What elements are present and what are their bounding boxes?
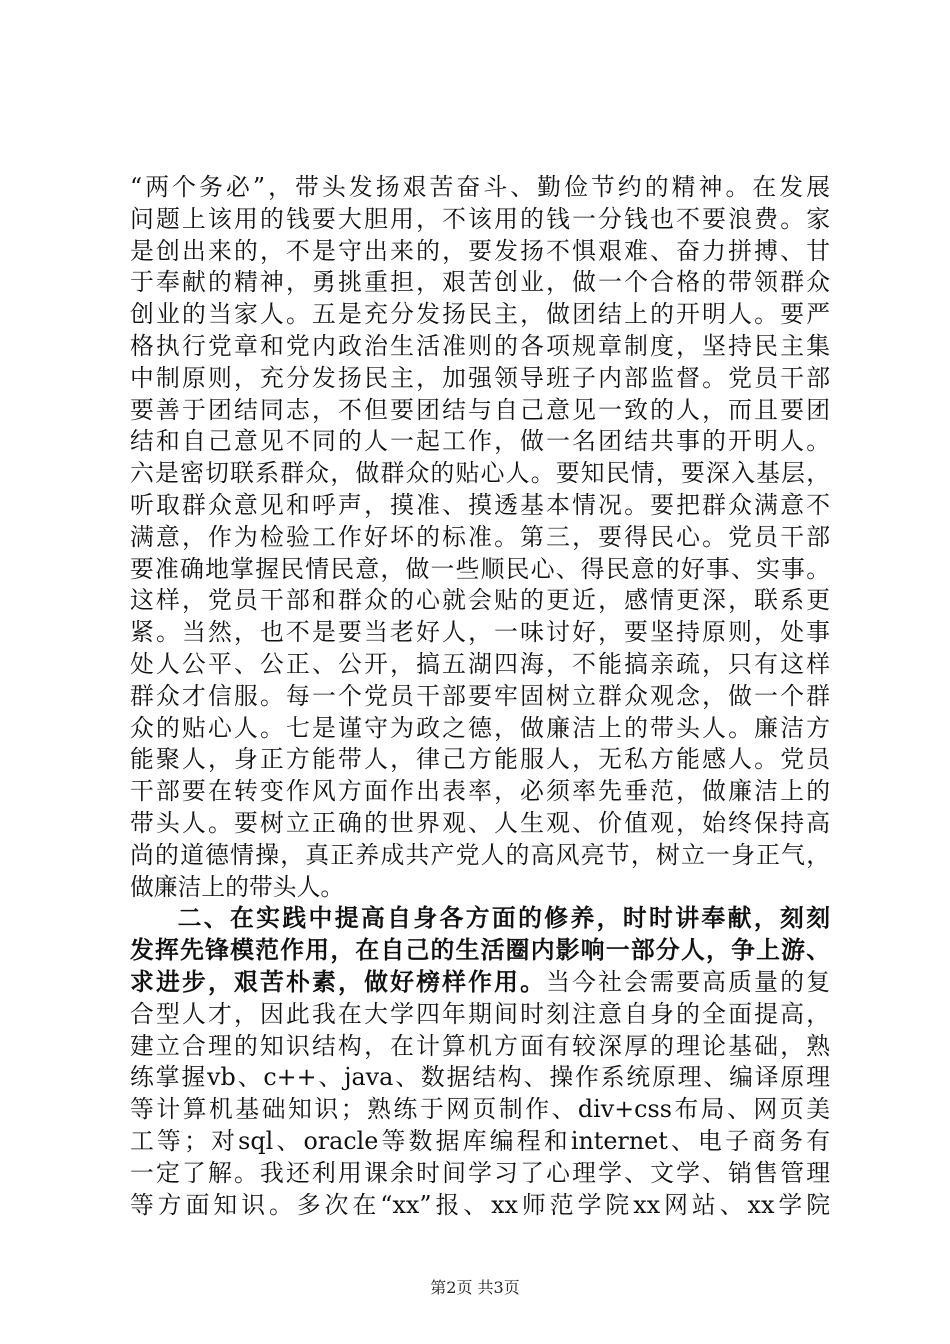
section-two-line: 等计算机基础知识；熟练于网页制作、div+css布局、网页美 [130,1095,830,1124]
body-line: 结和自己意见不同的人一起工作，做一名团结共事的开明人。 [130,427,830,456]
body-line: 能聚人，身正方能带人，律己方能服人，无私方能感人。党员 [130,745,830,774]
page-number-footer: 第2页 共3页 [430,1278,520,1297]
body-line: 带头人。要树立正确的世界观、人生观、价值观，始终保持高 [130,808,830,837]
body-line: 创业的当家人。五是充分发扬民主，做团结上的开明人。要严 [130,300,830,329]
body-line: “两个务必”，带头发扬艰苦奋斗、勤俭节约的精神。在发展 [130,173,830,201]
body-line: 众的贴心人。七是谨守为政之德，做廉洁上的带头人。廉洁方 [130,713,830,742]
body-line: 做廉洁上的带头人。 [130,872,345,901]
body-line: 干部要在转变作风方面作出表率，必须率先垂范，做廉洁上的 [130,777,830,806]
section-two-heading: 二、在实践中提高自身各方面的修养，时时讲奉献，刻刻 [177,904,830,933]
section-two-line: 工等；对sql、oracle等数据库编程和internet、电子商务有 [130,1126,830,1155]
document-body [130,172,830,1221]
body-line: 群众才信服。每一个党员干部要牢固树立群众观念，做一个群 [130,681,830,710]
section-two-line: 等方面知识。多次在“xx”报、xx师范学院xx网站、xx学院 [130,1190,830,1219]
body-line: 于奉献的精神，勇挑重担，艰苦创业，做一个合格的带领群众 [130,268,830,297]
body-line: 中制原则，充分发扬民主，加强领导班子内部监督。党员干部 [130,363,830,392]
body-line: 是创出来的，不是守出来的，要发扬不惧艰难、奋力拼搏、甘 [130,236,830,265]
section-two-mixed-line [130,967,830,999]
section-two-line: 合型人才，因此我在大学四年期间时刻注意自身的全面提高， [130,999,830,1028]
body-line: 满意，作为检验工作好坏的标准。第三，要得民心。党员干部 [130,522,830,551]
body-line: 格执行党章和党内政治生活准则的各项规章制度，坚持民主集 [130,331,830,360]
body-line: 这样，党员干部和群众的心就会贴的更近，感情更深，联系更 [130,586,830,615]
body-line: 要善于团结同志，不但要团结与自己意见一致的人，而且要团 [130,395,830,424]
body-line: 处人公平、公正、公开，搞五湖四海，不能搞亲疏，只有这样 [130,649,830,678]
section-two-heading-continued: 发挥先锋模范作用，在自己的生活圈内影响一部分人，争上游、 [130,936,830,965]
section-two-line: 建立合理的知识结构，在计算机方面有较深厚的理论基础，熟 [130,1031,830,1060]
section-two-text-start: 当今社会需要高质量的复 [546,967,830,996]
section-two-line: 一定了解。我还利用课余时间学习了心理学、文学、销售管理 [130,1158,830,1187]
section-two-line: 练掌握vb、c++、java、数据结构、操作系统原理、编译原理 [130,1063,830,1092]
body-line: 尚的道德情操，真正养成共产党人的高风亮节，树立一身正气， [130,840,830,869]
section-two-heading-end: 求进步，艰苦朴素，做好榜样作用。 [130,967,547,996]
body-line: 问题上该用的钱要大胆用，不该用的钱一分钱也不要浪费。家 [130,204,830,233]
body-line: 紧。当然，也不是要当老好人，一味讨好，要坚持原则，处事 [130,618,830,647]
body-line: 六是密切联系群众，做群众的贴心人。要知民情，要深入基层， [130,459,830,488]
body-line: 听取群众意见和呼声，摸准、摸透基本情况。要把群众满意不 [130,490,830,519]
body-line: 要准确地掌握民情民意，做一些顺民心、得民意的好事、实事。 [130,554,830,583]
